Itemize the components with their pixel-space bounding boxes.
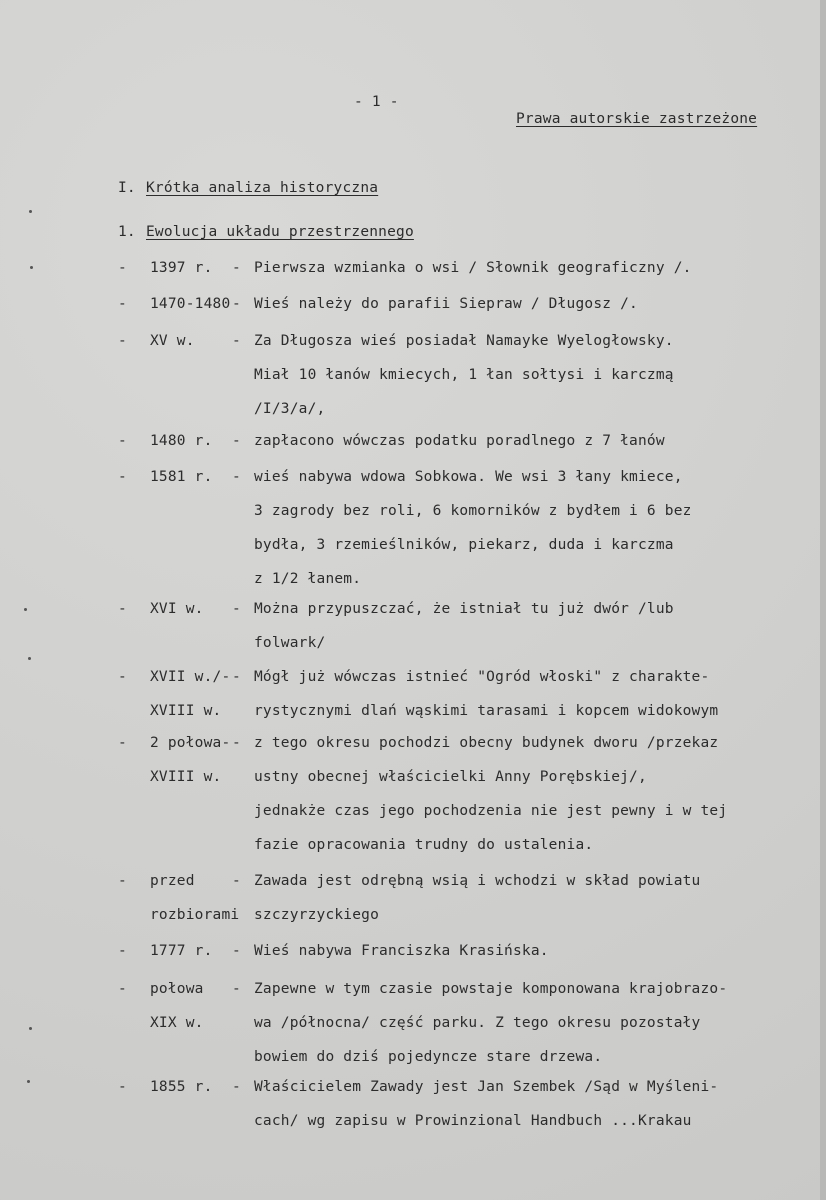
entry-date: rozbiorami [150, 907, 240, 923]
copyright-notice: Prawa autorskie zastrzeżone [516, 111, 758, 127]
scan-speck [30, 266, 33, 269]
bullet-dash: - [118, 1079, 127, 1095]
bullet-dash: - [118, 601, 127, 617]
scan-speck [27, 1080, 30, 1083]
bullet-dash: - [118, 981, 127, 997]
entry-text: Właścicielem Zawady jest Jan Szembek /Sąd w Myśleni- [254, 1079, 719, 1095]
entry-text: rystycznymi dlań wąskimi tarasami i kopcem widokowym [254, 703, 719, 719]
section-number: I. [118, 180, 136, 196]
separator-dash: - [232, 735, 241, 751]
bullet-dash: - [118, 735, 127, 751]
entry-date: 2 połowa- [150, 735, 231, 751]
entry-text: szczyrzyckiego [254, 907, 380, 923]
scan-speck [29, 1027, 32, 1030]
separator-dash: - [232, 333, 241, 349]
page-number: - 1 - [354, 94, 399, 110]
entry-date: 1480 r. [150, 433, 213, 449]
separator-dash: - [232, 601, 241, 617]
entry-text: bowiem do dziś pojedyncze stare drzewa. [254, 1049, 603, 1065]
separator-dash: - [232, 260, 241, 276]
subsection-title: Ewolucja układu przestrzennego [146, 224, 414, 240]
entry-text: fazie opracowania trudny do ustalenia. [254, 837, 594, 853]
separator-dash: - [232, 943, 241, 959]
subsection-number: 1. [118, 224, 136, 240]
entry-text: Wieś nabywa Franciszka Krasińska. [254, 943, 549, 959]
bullet-dash: - [118, 433, 127, 449]
entry-text: Za Długosza wieś posiadał Namayke Wyelogłowsky. [254, 333, 674, 349]
entry-text: Miał 10 łanów kmiecych, 1 łan sołtysi i karczmą [254, 367, 674, 383]
separator-dash: - [232, 296, 241, 312]
entry-text: Mógł już wówczas istnieć "Ogród włoski" z charakte- [254, 669, 710, 685]
entry-text: wieś nabywa wdowa Sobkowa. We wsi 3 łany kmiece, [254, 469, 683, 485]
entry-date: XVIII w. [150, 769, 222, 785]
scan-speck [28, 657, 31, 660]
separator-dash: - [232, 981, 241, 997]
scan-speck [24, 608, 27, 611]
entry-text: 3 zagrody bez roli, 6 komorników z bydłem i 6 bez [254, 503, 692, 519]
entry-text: Wieś należy do parafii Siepraw / Długosz /. [254, 296, 638, 312]
entry-text: zapłacono wówczas podatku poradlnego z 7 łanów [254, 433, 665, 449]
entry-date: 1581 r. [150, 469, 213, 485]
section-title: Krótka analiza historyczna [146, 180, 379, 196]
entry-text: ustny obecnej właścicielki Anny Porębskiej/, [254, 769, 647, 785]
entry-date: 1397 r. [150, 260, 213, 276]
bullet-dash: - [118, 469, 127, 485]
entry-date: XV w. [150, 333, 195, 349]
entry-date: XVIII w. [150, 703, 222, 719]
separator-dash: - [232, 669, 241, 685]
entry-text: Pierwsza wzmianka o wsi / Słownik geograficzny /. [254, 260, 692, 276]
entry-date: XIX w. [150, 1015, 204, 1031]
bullet-dash: - [118, 669, 127, 685]
scan-speck [29, 210, 32, 213]
bullet-dash: - [118, 260, 127, 276]
entry-date: XVI w. [150, 601, 204, 617]
page-edge [820, 0, 826, 1200]
bullet-dash: - [118, 333, 127, 349]
entry-text: wa /północna/ część parku. Z tego okresu pozostały [254, 1015, 701, 1031]
separator-dash: - [232, 469, 241, 485]
entry-text: Zapewne w tym czasie powstaje komponowana krajobrazo- [254, 981, 728, 997]
entry-text: z tego okresu pochodzi obecny budynek dworu /przekaz [254, 735, 719, 751]
entry-date: przed [150, 873, 195, 889]
entry-text: folwark/ [254, 635, 326, 651]
separator-dash: - [232, 1079, 241, 1095]
separator-dash: - [232, 873, 241, 889]
entry-text: bydła, 3 rzemieślników, piekarz, duda i karczma [254, 537, 674, 553]
entry-date: 1470-1480 [150, 296, 231, 312]
separator-dash: - [232, 433, 241, 449]
entry-text: z 1/2 łanem. [254, 571, 362, 587]
entry-text: /I/3/a/, [254, 401, 326, 417]
entry-date: 1855 r. [150, 1079, 213, 1095]
entry-date: połowa [150, 981, 204, 997]
entry-date: 1777 r. [150, 943, 213, 959]
entry-text: Można przypuszczać, że istniał tu już dwór /lub [254, 601, 674, 617]
bullet-dash: - [118, 873, 127, 889]
bullet-dash: - [118, 943, 127, 959]
entry-text: cach/ wg zapisu w Prowinzional Handbuch ...Krakau [254, 1113, 692, 1129]
entry-text: Zawada jest odrębną wsią i wchodzi w skład powiatu [254, 873, 701, 889]
entry-date: XVII w./- [150, 669, 231, 685]
entry-text: jednakże czas jego pochodzenia nie jest pewny i w tej [254, 803, 728, 819]
bullet-dash: - [118, 296, 127, 312]
